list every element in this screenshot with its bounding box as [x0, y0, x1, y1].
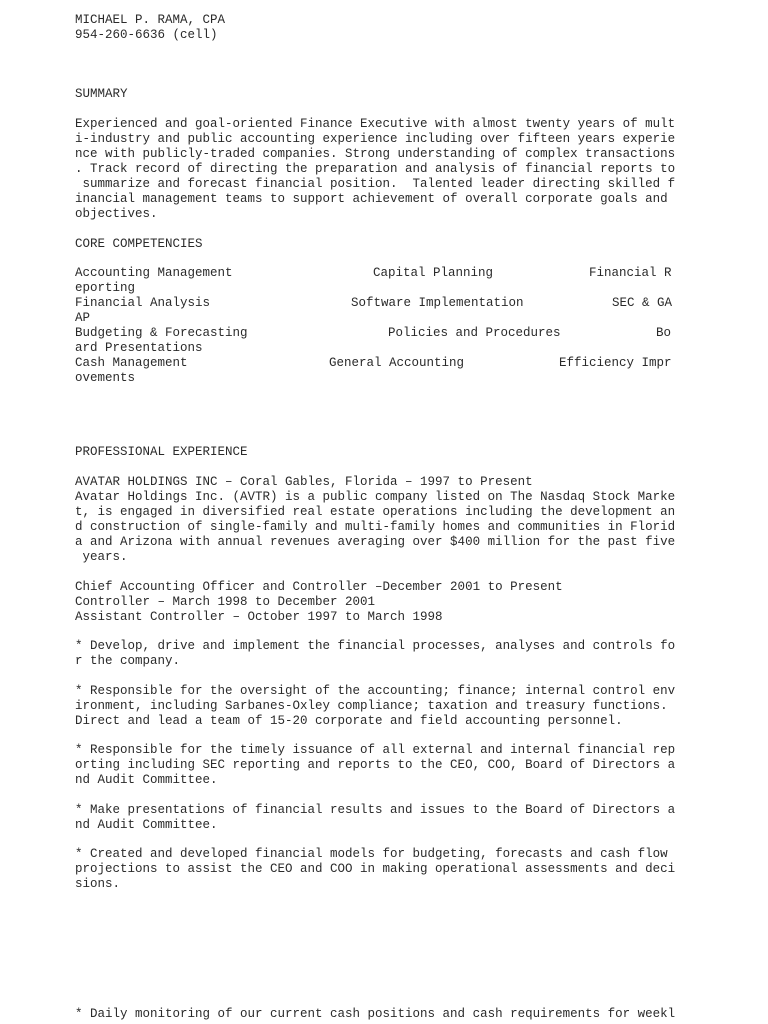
bullet-line: nd Audit Committee. [75, 773, 218, 787]
competency-col1: Financial Analysis [75, 296, 211, 310]
summary-heading: SUMMARY [75, 87, 128, 101]
summary-line: nce with publicly-traded companies. Strong understanding of complex transactions [75, 147, 676, 161]
job-title-line: Controller – March 1998 to December 2001 [75, 595, 376, 609]
competency-wrap: ard Presentations [75, 341, 203, 355]
company-desc-line: a and Arizona with annual revenues averaging over $400 million for the past five [75, 535, 676, 549]
competency-col2: General Accounting [329, 356, 465, 370]
bullet-line: nd Audit Committee. [75, 818, 218, 832]
job-title-line: Chief Accounting Officer and Controller –December 2001 to Present [75, 580, 563, 594]
bullet-line: ironment, including Sarbanes-Oxley compliance; taxation and treasury functions. [75, 699, 668, 713]
company-desc-line: Avatar Holdings Inc. (AVTR) is a public company listed on The Nasdaq Stock Marke [75, 490, 676, 504]
competency-wrap: ovements [75, 371, 136, 385]
summary-line: summarize and forecast financial position. Talented leader directing skilled f [75, 177, 676, 191]
bullet-line: * Responsible for the oversight of the accounting; finance; internal control env [75, 684, 676, 698]
summary-line: Experienced and goal-oriented Finance Executive with almost twenty years of mult [75, 117, 676, 131]
competency-col1: Cash Management [75, 356, 188, 370]
competencies-heading: CORE COMPETENCIES [75, 237, 203, 251]
competency-col3: Financial R [589, 266, 672, 280]
competency-wrap: AP [75, 311, 91, 325]
company-desc-line: t, is engaged in diversified real estate operations including the development an [75, 505, 676, 519]
experience-heading: PROFESSIONAL EXPERIENCE [75, 445, 248, 459]
competency-col3: Bo [656, 326, 672, 340]
competency-col2: Software Implementation [351, 296, 524, 310]
bullet-line: r the company. [75, 654, 181, 668]
bullet-line: * Daily monitoring of our current cash positions and cash requirements for weekl [75, 1007, 676, 1021]
candidate-name: MICHAEL P. RAMA, CPA [75, 13, 226, 27]
competency-col2: Capital Planning [373, 266, 494, 280]
bullet-line: Direct and lead a team of 15-20 corporate and field accounting personnel. [75, 714, 623, 728]
bullet-line: orting including SEC reporting and reports to the CEO, COO, Board of Directors a [75, 758, 676, 772]
competency-col2: Policies and Procedures [388, 326, 561, 340]
company-desc-line: d construction of single-family and multi-family homes and communities in Florid [75, 520, 676, 534]
competency-wrap: eporting [75, 281, 136, 295]
bullet-line: projections to assist the CEO and COO in making operational assessments and deci [75, 862, 676, 876]
job-title-line: Assistant Controller – October 1997 to March 1998 [75, 610, 443, 624]
bullet-line: * Responsible for the timely issuance of all external and internal financial rep [75, 743, 676, 757]
summary-line: i-industry and public accounting experience including over fifteen years experie [75, 132, 676, 146]
competency-col3: SEC & GA [612, 296, 673, 310]
bullet-line: * Develop, drive and implement the financial processes, analyses and controls fo [75, 639, 676, 653]
bullet-line: * Created and developed financial models for budgeting, forecasts and cash flow [75, 847, 668, 861]
bullet-line: * Make presentations of financial results and issues to the Board of Directors a [75, 803, 676, 817]
summary-line: objectives. [75, 207, 158, 221]
competency-col3: Efficiency Impr [559, 356, 672, 370]
company-desc-line: years. [75, 550, 128, 564]
summary-line: inancial management teams to support achievement of overall corporate goals and [75, 192, 668, 206]
competency-col1: Accounting Management [75, 266, 233, 280]
bullet-line: sions. [75, 877, 121, 891]
competency-col1: Budgeting & Forecasting [75, 326, 248, 340]
candidate-phone: 954-260-6636 (cell) [75, 28, 218, 42]
summary-line: . Track record of directing the preparation and analysis of financial reports to [75, 162, 676, 176]
company-line: AVATAR HOLDINGS INC – Coral Gables, Florida – 1997 to Present [75, 475, 533, 489]
